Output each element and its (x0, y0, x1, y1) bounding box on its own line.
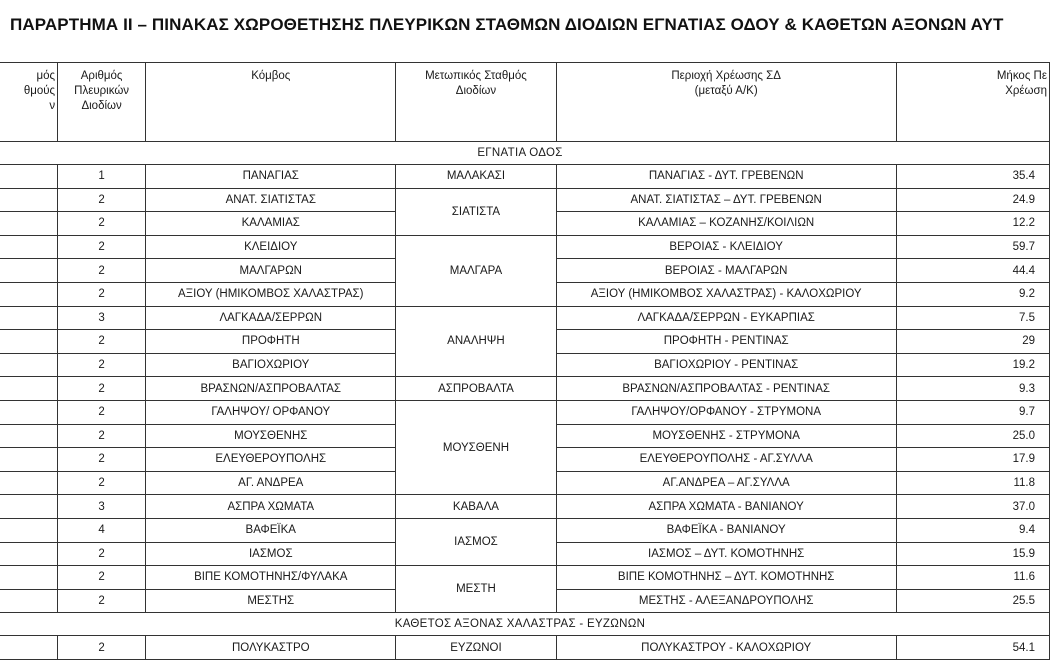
cell-charging-length: 37.0 (896, 495, 1049, 519)
cell-side-toll-count: 2 (58, 542, 146, 566)
cell-charging-area: ΒΕΡΟΙΑΣ - ΚΛΕΙΔΙΟΥ (556, 235, 896, 259)
cell-partial-count (0, 377, 58, 401)
cell-charging-area: ΒΑΦΕΪΚΑ - ΒΑΝΙΑΝΟΥ (556, 518, 896, 542)
table-row (0, 188, 1050, 212)
cell-partial-count (0, 566, 58, 590)
cell-charging-area: ΓΑΛΗΨΟΥ/ΟΡΦΑΝΟΥ - ΣΤΡΥΜΟΝΑ (556, 400, 896, 424)
cell-side-toll-count: 2 (58, 589, 146, 613)
cell-side-toll-count: 2 (58, 636, 146, 660)
cell-side-toll-count: 2 (58, 212, 146, 236)
cell-frontal-station: ΜΑΛΓΑΡΑ (396, 235, 556, 306)
cell-side-toll-count: 3 (58, 306, 146, 330)
cell-charging-length: 15.9 (896, 542, 1049, 566)
cell-side-toll-count: 2 (58, 448, 146, 472)
cell-charging-area: ΕΛΕΥΘΕΡΟΥΠΟΛΗΣ - ΑΓ.ΣΥΛΛΑ (556, 448, 896, 472)
cell-node: ΚΛΕΙΔΙΟΥ (146, 235, 396, 259)
cell-partial-count (0, 330, 58, 354)
document-title: ΠΑΡΑΡΤΗΜΑ ΙΙ – ΠΙΝΑΚΑΣ ΧΩΡΟΘΕΤΗΣΗΣ ΠΛΕΥΡΙΚΩΝ ΣΤΑΘΜΩΝ ΔΙΟΔΙΩΝ ΕΓΝΑΤΙΑΣ ΟΔΟΥ & ΚΑΘΕΤΩΝ ΑΞΟΝΩΝ ΑΥΤ (10, 15, 1004, 34)
header-line: Αριθμός (80, 70, 123, 82)
cell-frontal-station: ΜΑΛΑΚΑΣΙ (396, 165, 556, 189)
cell-partial-count (0, 636, 58, 660)
cell-side-toll-count: 2 (58, 471, 146, 495)
table-row (0, 495, 1050, 519)
cell-partial-count (0, 400, 58, 424)
header-line: Χρέωση (1005, 85, 1047, 97)
cell-side-toll-count: 2 (58, 377, 146, 401)
cell-side-toll-count: 2 (58, 400, 146, 424)
cell-node: ΕΛΕΥΘΕΡΟΥΠΟΛΗΣ (146, 448, 396, 472)
cell-charging-area: ΒΑΓΙΟΧΩΡΙΟΥ - ΡΕΝΤΙΝΑΣ (556, 353, 896, 377)
cell-frontal-station: ΕΥΖΩΝΟΙ (396, 636, 556, 660)
cell-charging-length: 12.2 (896, 212, 1049, 236)
cell-charging-length: 17.9 (896, 448, 1049, 472)
cell-node: ΜΑΛΓΑΡΩΝ (146, 259, 396, 283)
cell-node: ΒΑΓΙΟΧΩΡΙΟΥ (146, 353, 396, 377)
cell-charging-length: 44.4 (896, 259, 1049, 283)
cell-charging-length: 25.5 (896, 589, 1049, 613)
cell-node: ΑΝΑΤ. ΣΙΑΤΙΣΤΑΣ (146, 188, 396, 212)
cell-charging-length: 54.1 (896, 636, 1049, 660)
cell-charging-length: 19.2 (896, 353, 1049, 377)
cell-partial-count (0, 306, 58, 330)
cell-partial-count (0, 589, 58, 613)
cell-partial-count (0, 259, 58, 283)
cell-charging-area: ΑΝΑΤ. ΣΙΑΤΙΣΤΑΣ – ΔΥΤ. ΓΡΕΒΕΝΩΝ (556, 188, 896, 212)
cell-node: ΒΑΦΕΪΚΑ (146, 518, 396, 542)
cell-charging-length: 29 (896, 330, 1049, 354)
section-row (0, 142, 1050, 165)
cell-partial-count (0, 235, 58, 259)
cell-node: ΑΞΙΟΥ (ΗΜΙΚΟΜΒΟΣ ΧΑΛΑΣΤΡΑΣ) (146, 282, 396, 306)
header-charging-area (556, 63, 896, 142)
cell-node: ΛΑΓΚΑΔΑ/ΣΕΡΡΩΝ (146, 306, 396, 330)
cell-side-toll-count: 2 (58, 330, 146, 354)
cell-charging-area: ΒΕΡΟΙΑΣ - ΜΑΛΓΑΡΩΝ (556, 259, 896, 283)
cell-charging-area: ΜΕΣΤΗΣ - ΑΛΕΞΑΝΔΡΟΥΠΟΛΗΣ (556, 589, 896, 613)
cell-charging-area: ΠΟΛΥΚΑΣΤΡΟΥ - ΚΑΛΟΧΩΡΙΟΥ (556, 636, 896, 660)
cell-charging-area: ΛΑΓΚΑΔΑ/ΣΕΡΡΩΝ - ΕΥΚΑΡΠΙΑΣ (556, 306, 896, 330)
cell-frontal-station: ΣΙΑΤΙΣΤΑ (396, 188, 556, 235)
table-row (0, 636, 1050, 660)
cell-charging-length: 24.9 (896, 188, 1049, 212)
cell-side-toll-count: 2 (58, 424, 146, 448)
header-line: ν (49, 100, 56, 112)
section-title: ΕΓΝΑΤΙΑ ΟΔΟΣ (0, 142, 1050, 165)
cell-partial-count (0, 165, 58, 189)
cell-charging-length: 7.5 (896, 306, 1049, 330)
cell-charging-area: ΠΡΟΦΗΤΗ - ΡΕΝΤΙΝΑΣ (556, 330, 896, 354)
header-partial-count (0, 63, 58, 142)
cell-charging-length: 9.4 (896, 518, 1049, 542)
cell-node: ΠΑΝΑΓΙΑΣ (146, 165, 396, 189)
table-row (0, 377, 1050, 401)
cell-partial-count (0, 212, 58, 236)
header-line: Διοδίων (81, 100, 122, 112)
cell-partial-count (0, 188, 58, 212)
header-side-toll-count (58, 63, 146, 142)
cell-side-toll-count: 2 (58, 259, 146, 283)
cell-charging-length: 35.4 (896, 165, 1049, 189)
table-row (0, 306, 1050, 330)
cell-node: ΜΕΣΤΗΣ (146, 589, 396, 613)
cell-node: ΠΟΛΥΚΑΣΤΡΟ (146, 636, 396, 660)
cell-side-toll-count: 2 (58, 353, 146, 377)
cell-frontal-station: ΙΑΣΜΟΣ (396, 518, 556, 565)
cell-partial-count (0, 448, 58, 472)
cell-frontal-station: ΑΣΠΡΟΒΑΛΤΑ (396, 377, 556, 401)
cell-charging-area: ΙΑΣΜΟΣ – ΔΥΤ. ΚΟΜΟΤΗΝΗΣ (556, 542, 896, 566)
cell-frontal-station: ΚΑΒΑΛΑ (396, 495, 556, 519)
cell-partial-count (0, 424, 58, 448)
cell-node: ΑΣΠΡΑ ΧΩΜΑΤΑ (146, 495, 396, 519)
header-line: μός (36, 70, 56, 82)
cell-charging-length: 9.7 (896, 400, 1049, 424)
header-node (146, 63, 396, 142)
cell-side-toll-count: 2 (58, 235, 146, 259)
cell-frontal-station: ΑΝΑΛΗΨΗ (396, 306, 556, 377)
cell-node: ΓΑΛΗΨΟΥ/ ΟΡΦΑΝΟΥ (146, 400, 396, 424)
cell-node: ΙΑΣΜΟΣ (146, 542, 396, 566)
cell-side-toll-count: 3 (58, 495, 146, 519)
cell-side-toll-count: 2 (58, 282, 146, 306)
cell-charging-area: ΠΑΝΑΓΙΑΣ - ΔΥΤ. ΓΡΕΒΕΝΩΝ (556, 165, 896, 189)
cell-charging-length: 9.2 (896, 282, 1049, 306)
header-line: Μήκος Πε (996, 70, 1047, 82)
header-line: Διοδίων (455, 85, 497, 97)
section-title: ΚΑΘΕΤΟΣ ΑΞΟΝΑΣ ΧΑΛΑΣΤΡΑΣ - ΕΥΖΩΝΩΝ (0, 613, 1050, 636)
cell-charging-area: ΒΡΑΣΝΩΝ/ΑΣΠΡΟΒΑΛΤΑΣ - ΡΕΝΤΙΝΑΣ (556, 377, 896, 401)
table-row (0, 518, 1050, 542)
cell-charging-area: ΒΙΠΕ ΚΟΜΟΤΗΝΗΣ – ΔΥΤ. ΚΟΜΟΤΗΝΗΣ (556, 566, 896, 590)
table-row (0, 165, 1050, 189)
cell-charging-length: 25.0 (896, 424, 1049, 448)
cell-charging-area: ΚΑΛΑΜΙΑΣ – ΚΟΖΑΝΗΣ/ΚΟΙΛΙΩΝ (556, 212, 896, 236)
section-row (0, 613, 1050, 636)
header-line: Μετωπικός Σταθμός (425, 70, 527, 82)
cell-node: ΒΙΠΕ ΚΟΜΟΤΗΝΗΣ/ΦΥΛΑΚΑ (146, 566, 396, 590)
header-line: Κόμβος (251, 70, 291, 82)
cell-charging-length: 11.6 (896, 566, 1049, 590)
cell-charging-length: 9.3 (896, 377, 1049, 401)
cell-charging-area: ΑΞΙΟΥ (ΗΜΙΚΟΜΒΟΣ ΧΑΛΑΣΤΡΑΣ) - ΚΑΛΟΧΩΡΙΟΥ (556, 282, 896, 306)
table-row (0, 566, 1050, 590)
table-header-row (0, 63, 1050, 142)
cell-charging-area: ΑΓ.ΑΝΔΡΕΑ – ΑΓ.ΣΥΛΛΑ (556, 471, 896, 495)
cell-partial-count (0, 353, 58, 377)
header-line: Πλευρικών (74, 85, 130, 97)
cell-side-toll-count: 2 (58, 188, 146, 212)
cell-partial-count (0, 495, 58, 519)
cell-charging-area: ΜΟΥΣΘΕΝΗΣ - ΣΤΡΥΜΟΝΑ (556, 424, 896, 448)
table-row (0, 400, 1050, 424)
cell-partial-count (0, 518, 58, 542)
cell-node: ΠΡΟΦΗΤΗ (146, 330, 396, 354)
header-line: Περιοχή Χρέωσης ΣΔ (671, 70, 781, 82)
cell-node: ΚΑΛΑΜΙΑΣ (146, 212, 396, 236)
cell-side-toll-count: 4 (58, 518, 146, 542)
cell-side-toll-count: 1 (58, 165, 146, 189)
header-frontal-station (396, 63, 556, 142)
cell-partial-count (0, 542, 58, 566)
header-line: θμούς (23, 85, 56, 97)
header-line: (μεταξύ Α/Κ) (694, 85, 758, 97)
cell-charging-length: 59.7 (896, 235, 1049, 259)
cell-charging-length: 11.8 (896, 471, 1049, 495)
toll-stations-table (0, 62, 1050, 660)
cell-side-toll-count: 2 (58, 566, 146, 590)
cell-node: ΒΡΑΣΝΩΝ/ΑΣΠΡΟΒΑΛΤΑΣ (146, 377, 396, 401)
cell-partial-count (0, 282, 58, 306)
table-row (0, 235, 1050, 259)
cell-charging-area: ΑΣΠΡΑ ΧΩΜΑΤΑ - ΒΑΝΙΑΝΟΥ (556, 495, 896, 519)
toll-stations-table-container (0, 62, 1050, 660)
header-charging-length (896, 63, 1049, 142)
cell-partial-count (0, 471, 58, 495)
cell-node: ΜΟΥΣΘΕΝΗΣ (146, 424, 396, 448)
cell-node: ΑΓ. ΑΝΔΡΕΑ (146, 471, 396, 495)
cell-frontal-station: ΜΕΣΤΗ (396, 566, 556, 613)
cell-frontal-station: ΜΟΥΣΘΕΝΗ (396, 400, 556, 494)
